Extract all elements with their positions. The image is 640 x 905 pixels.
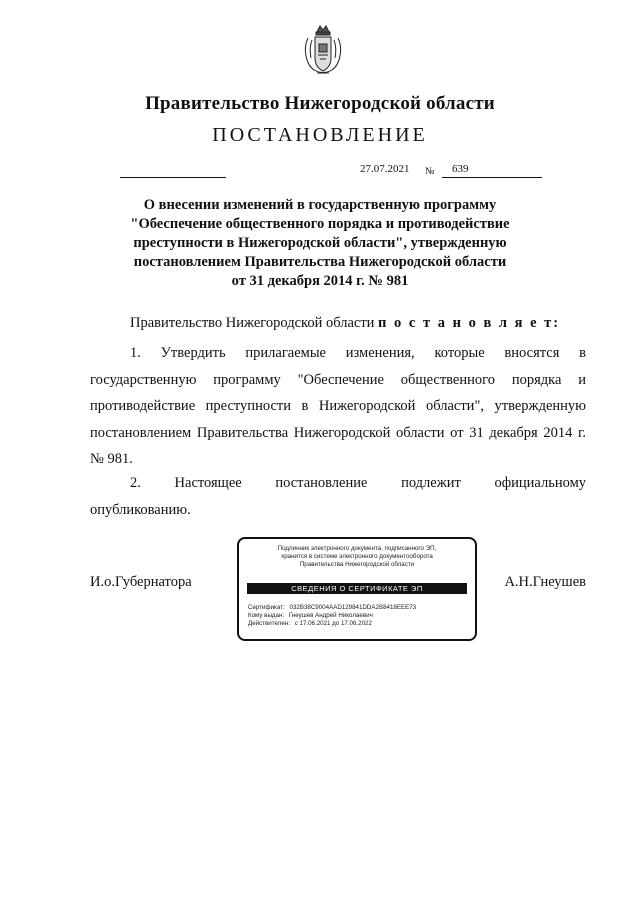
issued-to-label: Кому выдан: bbox=[248, 612, 285, 619]
stamp-note-line: Подлинник электронного документа, подписанного ЭП, bbox=[277, 545, 437, 552]
stamp-note-line: Правительства Нижегородской области bbox=[299, 561, 415, 568]
document-type: ПОСТАНОВЛЕНИЕ bbox=[212, 124, 428, 146]
paragraph-2 bbox=[90, 470, 586, 523]
stamp-details bbox=[248, 604, 469, 628]
certificate-row bbox=[248, 604, 469, 612]
issued-to-row bbox=[248, 612, 469, 620]
title-line: преступности в Нижегородской области", утвержденную bbox=[133, 235, 507, 251]
electronic-signature-stamp bbox=[237, 537, 477, 641]
title-line: "Обеспечение общественного порядка и противодействие bbox=[130, 216, 510, 232]
signatory-name: А.Н.Гнеушев bbox=[504, 574, 586, 590]
issued-to-value: Гнеушев Андрей Николаевич bbox=[288, 612, 373, 619]
document-date: 27.07.2021 bbox=[360, 163, 410, 175]
number-underline bbox=[442, 177, 542, 178]
preamble-action: п о с т а н о в л я е т: bbox=[378, 315, 561, 331]
certificate-label: Сертификат: bbox=[248, 604, 285, 611]
paragraph-2-first-line: 2. Настоящее постановление подлежит официальному bbox=[130, 475, 586, 491]
document-title bbox=[80, 196, 560, 291]
date-underline bbox=[120, 177, 226, 178]
number-sign: № bbox=[425, 166, 435, 177]
certificate-value: 032B38C9004AAD129841DDA2B8418EEE73 bbox=[289, 604, 417, 611]
coat-of-arms-icon bbox=[300, 22, 346, 78]
title-line: от 31 декабря 2014 г. № 981 bbox=[231, 273, 409, 289]
paragraph-1 bbox=[90, 340, 586, 473]
paragraph-1-text: государственную программу "Обеспечение общественного порядка и противодействие преступности в Нижегородской области", утвержденную постановлением Правительства Нижегородской области от 31 декабря 2014 г. № 981. bbox=[90, 371, 586, 467]
organization-name: Правительство Нижегородской области bbox=[145, 93, 495, 114]
stamp-note bbox=[245, 545, 469, 569]
validity-row bbox=[248, 620, 469, 628]
validity-value: с 17.06.2021 до 17.06.2022 bbox=[294, 620, 372, 627]
stamp-header: СВЕДЕНИЯ О СЕРТИФИКАТЕ ЭП bbox=[247, 583, 467, 594]
document-number: 639 bbox=[452, 163, 469, 175]
signatory-position: И.о.Губернатора bbox=[90, 574, 192, 590]
paragraph-2-text: опубликованию. bbox=[90, 501, 191, 518]
paragraph-1-first-line: 1. Утвердить прилагаемые изменения, которые вносятся в bbox=[130, 345, 586, 361]
title-line: постановлением Правительства Нижегородской области bbox=[133, 254, 507, 270]
title-line: О внесении изменений в государственную программу bbox=[143, 197, 497, 213]
validity-label: Действителен: bbox=[248, 620, 290, 627]
preamble bbox=[130, 315, 626, 332]
preamble-prefix: Правительство Нижегородской области bbox=[130, 315, 375, 331]
stamp-note-line: хранится в системе электронного документооборота bbox=[281, 553, 433, 560]
